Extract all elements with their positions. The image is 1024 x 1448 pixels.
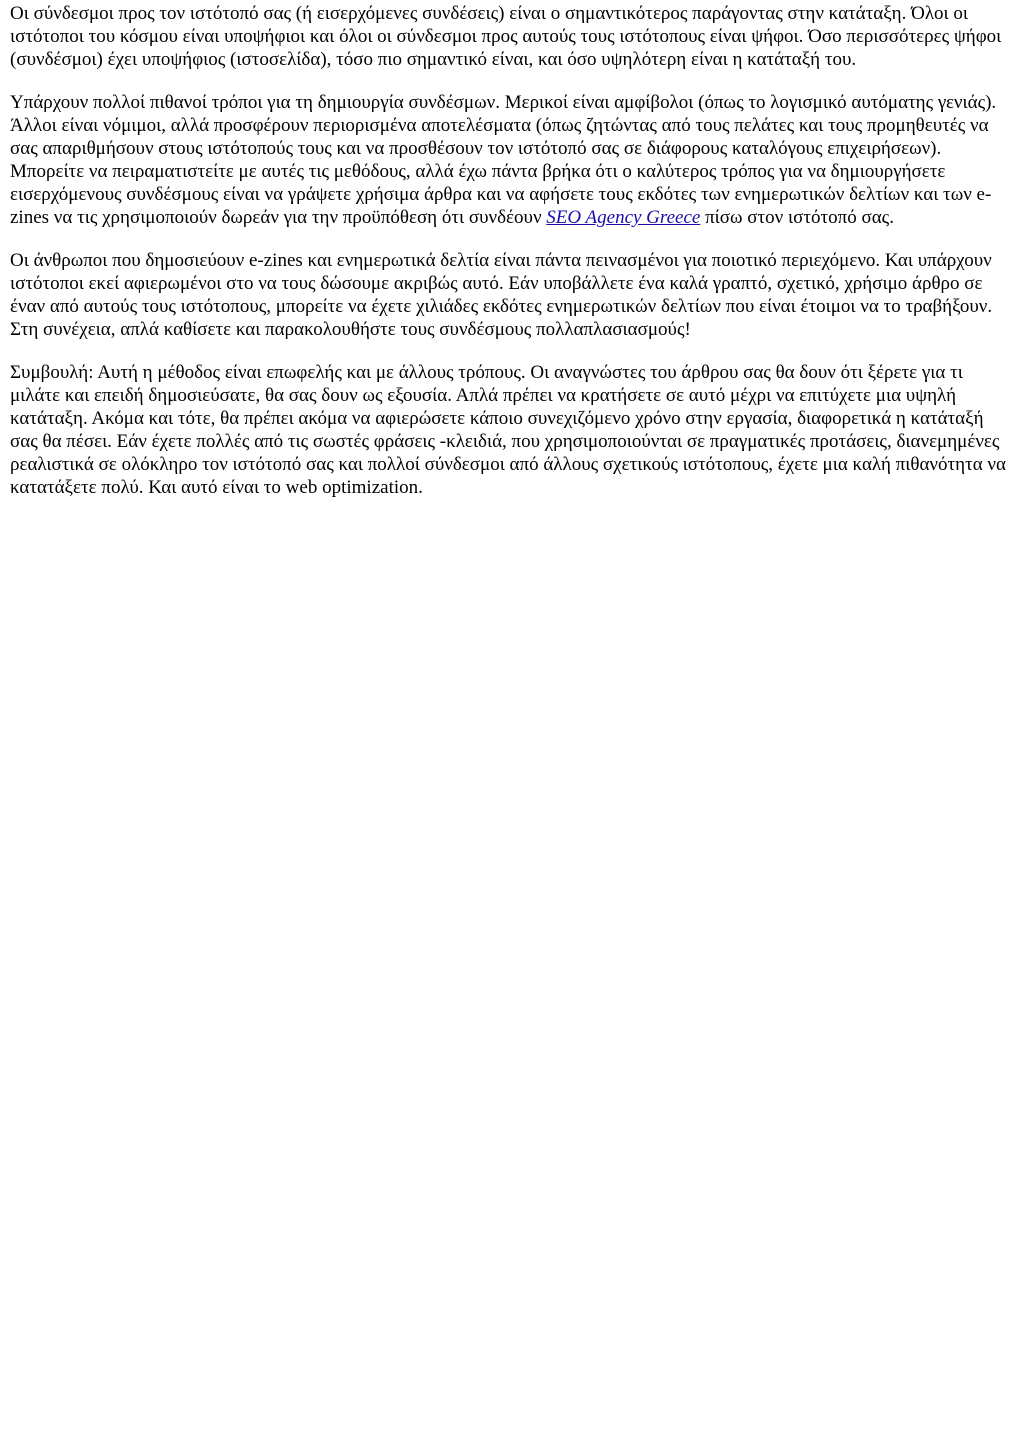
paragraph-2-text-before-link: Υπάρχουν πολλοί πιθανοί τρόποι για τη δημιουργία συνδέσμων. Μερικοί είναι αμφίβολοι (όπως το λογισμικό αυτόματης γενιάς). Άλλοι είναι νόμιμοι, αλλά προσφέρουν περιορισμένα αποτελέσματα (όπως ζητώντας από τους πελάτες και τους προμηθευτές να σας απαριθμήσουν στους ιστότοπούς τους και να προσθέσουν τον ιστότοπό σας σε διάφορους καταλόγους επιχειρήσεων). Μπορείτε να πειραματιστείτε με αυτές τις μεθόδους, αλλά έχω πάντα βρήκα ότι ο καλύτερος τρόπος για να δημιουργήσετε εισερχόμενους συνδέσμους είναι να γράψετε χρήσιμα άρθρα και να αφήσετε τους εκδότες των ενημερωτικών δελτίων και των e-zines να τις χρησιμοποιούν δωρεάν για την προϋπόθεση ότι συνδέουν	[10, 92, 997, 228]
seo-agency-greece-link[interactable]: SEO Agency Greece	[546, 207, 701, 228]
paragraph-3: Οι άνθρωποι που δημοσιεύουν e-zines και ενημερωτικά δελτία είναι πάντα πεινασμένοι για ποιοτικό περιεχόμενο. Και υπάρχουν ιστότοποι εκεί αφιερωμένοι στο να τους δώσουμε ακριβώς αυτό. Εάν υποβάλλετε ένα καλά γραπτό, σχετικό, χρήσιμο άρθρο σε έναν από αυτούς τους ιστότοπους, μπορείτε να έχετε χιλιάδες εκδότες ενημερωτικών δελτίων που είναι έτοιμοι να το τραβήξουν. Στη συνέχεια, απλά καθίσετε και παρακολουθήστε τους συνδέσμους πολλαπλασιασμούς!	[10, 250, 993, 340]
paragraph-2	[10, 91, 1014, 229]
paragraph-2-text-after-link: πίσω στον ιστότοπό σας.	[700, 207, 894, 228]
paragraph-1: Οι σύνδεσμοι προς τον ιστότοπό σας (ή εισερχόμενες συνδέσεις) είναι ο σημαντικότερος παράγοντας στην κατάταξη. Όλοι οι ιστότοποι του κόσμου είναι υποψήφιοι και όλοι οι σύνδεσμοι προς αυτούς τους ιστότοπους είναι ψήφοι. Όσο περισσότερες ψήφοι (συνδέσμοι) έχει υποψήφιος (ιστοσελίδα), τόσο πιο σημαντικό είναι, και όσο υψηλότερη είναι η κατάταξή του.	[10, 3, 1002, 70]
paragraph-4: Συμβουλή: Αυτή η μέθοδος είναι επωφελής και με άλλους τρόπους. Οι αναγνώστες του άρθρου σας θα δουν ότι ξέρετε για τι μιλάτε και επειδή δημοσιεύσατε, θα σας δουν ως εξουσία. Απλά πρέπει να κρατήσετε σε αυτό μέχρι να επιτύχετε μια υψηλή κατάταξη. Ακόμα και τότε, θα πρέπει ακόμα να αφιερώσετε κάποιο συνεχιζόμενο χρόνο στην εργασία, διαφορετικά η κατάταξή σας θα πέσει. Εάν έχετε πολλές από τις σωστές φράσεις -κλειδιά, που χρησιμοποιούνται σε πραγματικές προτάσεις, διανεμημένες ρεαλιστικά σε ολόκληρο τον ιστότοπό σας και πολλοί σύνδεσμοι από άλλους σχετικούς ιστότοπους, έχετε μια καλή πιθανότητα να κατατάξετε πολύ. Και αυτό είναι το web optimization.	[10, 362, 1006, 498]
article-page	[0, 0, 1024, 499]
